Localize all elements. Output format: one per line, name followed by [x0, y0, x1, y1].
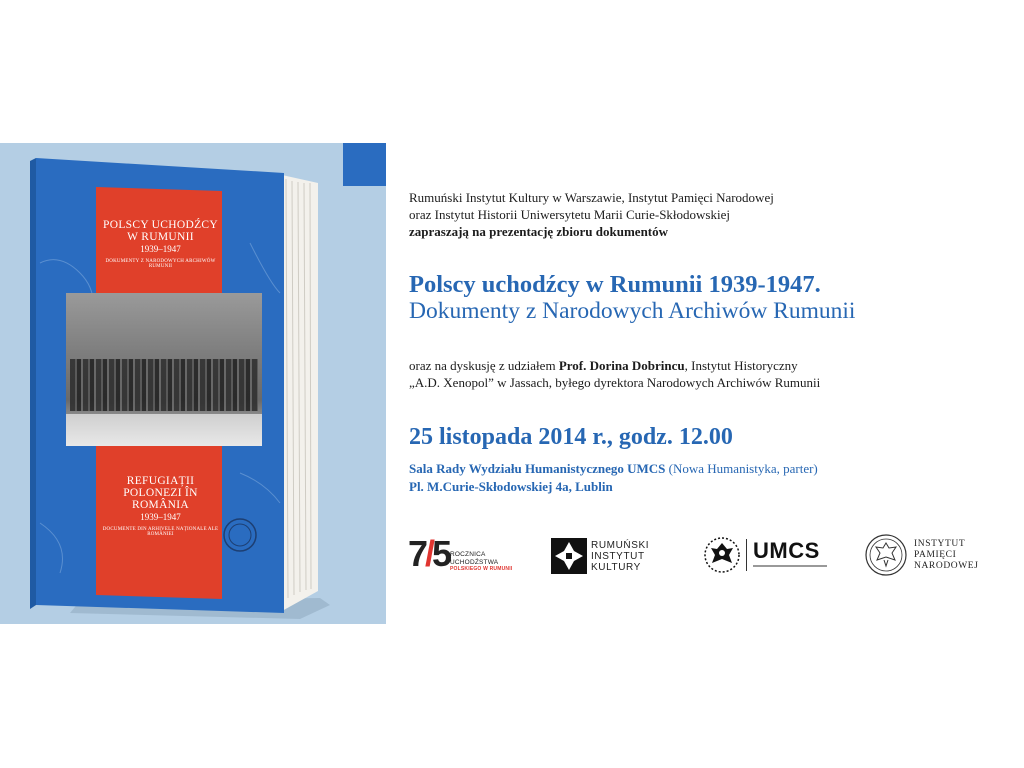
- anniversary-line-2: UCHODŹSTWA: [450, 558, 499, 566]
- ipn-eagle-icon: [864, 533, 908, 577]
- umcs-crest-icon: [703, 535, 741, 575]
- rik-cross-icon: [551, 538, 587, 574]
- organizers-line-1: Rumuński Instytut Kultury w Warszawie, Instytut Pamięci Narodowej: [409, 190, 774, 205]
- organizers-line-2: oraz Instytut Historii Uniwersytetu Marii Curie-Skłodowskiej: [409, 207, 730, 222]
- rik-line-2: INSTYTUT: [591, 551, 645, 562]
- anniversary-caption: [450, 551, 512, 574]
- rik-line-1: RUMUŃSKI: [591, 540, 650, 551]
- book-title-pl-main: POLSCY UCHODŹCY W RUMUNII: [103, 219, 218, 244]
- anniversary-number-slash: /: [425, 533, 433, 574]
- ipn-line-2: PAMIĘCI: [914, 550, 957, 560]
- umcs-divider: [746, 539, 747, 571]
- anniversary-line-3: POLSKIEGO W RUMUNII: [450, 566, 513, 572]
- discussion-line-1: [409, 357, 969, 374]
- book-title-ro: [99, 475, 222, 537]
- anniversary-number-a: 7: [408, 533, 426, 574]
- anniversary-line-1: ROCZNICA: [450, 551, 486, 558]
- address-line: [409, 478, 969, 496]
- anniversary-number-b: 5: [432, 533, 450, 574]
- book-cover-photo: [66, 293, 262, 446]
- ipn-logo: [864, 533, 994, 581]
- discussion-line-2: „A.D. Xenopol” w Jassach, byłego dyrektora Narodowych Archiwów Rumunii: [409, 375, 821, 390]
- event-location: [409, 460, 969, 496]
- ipn-line-1: INSTYTUT: [914, 539, 966, 549]
- venue-name: Sala Rady Wydziału Humanistycznego UMCS: [409, 461, 666, 476]
- invite-line: zapraszają na prezentację zbioru dokumentów: [409, 224, 669, 239]
- ipn-name: [914, 539, 979, 572]
- book-subtitle-pl: DOKUMENTY Z NARODOWYCH ARCHIWÓW RUMUNII: [105, 258, 216, 269]
- discussion-block: [409, 357, 969, 391]
- discussion-suffix: , Instytut Historyczny: [684, 358, 798, 373]
- anniversary-number: [408, 533, 450, 574]
- event-title: [409, 271, 989, 325]
- event-title-line-1: Polscy uchodźcy w Rumunii 1939-1947.: [409, 271, 821, 298]
- umcs-subline: [753, 565, 827, 567]
- speaker-name: Prof. Dorina Dobrincu: [558, 358, 685, 373]
- book-title-ro-main: REFUGIAȚII POLONEZI ÎN ROMÂNIA: [123, 475, 198, 512]
- rik-logo: [551, 535, 671, 581]
- rik-line-3: KULTURY: [591, 562, 641, 573]
- book-subtitle-ro: DOCUMENTE DIN ARHIVELE NAȚIONALE ALE ROMÂNIEI: [102, 526, 219, 537]
- event-date: 25 listopada 2014 r., godz. 12.00: [409, 424, 733, 450]
- rik-name: [591, 540, 649, 573]
- book-years-pl: 1939–1947: [140, 244, 181, 255]
- organizers-block: [409, 189, 909, 240]
- event-title-line-2: Dokumenty z Narodowych Archiwów Rumunii: [409, 298, 856, 324]
- ipn-line-3: NARODOWEJ: [914, 561, 979, 571]
- book-wrapper: [0, 143, 386, 624]
- umcs-wordmark: UMCS: [753, 538, 820, 563]
- anniversary-logo: [408, 534, 528, 582]
- venue-line: [409, 460, 969, 478]
- address: Pl. M.Curie-Skłodowskiej 4a, Lublin: [409, 479, 613, 494]
- book-title-pl: [99, 219, 222, 269]
- umcs-logo: [703, 535, 833, 581]
- discussion-prefix: oraz na dyskusję z udziałem: [409, 358, 559, 373]
- book-years-ro: 1939–1947: [140, 512, 181, 523]
- venue-note: (Nowa Humanistyka, parter): [665, 461, 818, 476]
